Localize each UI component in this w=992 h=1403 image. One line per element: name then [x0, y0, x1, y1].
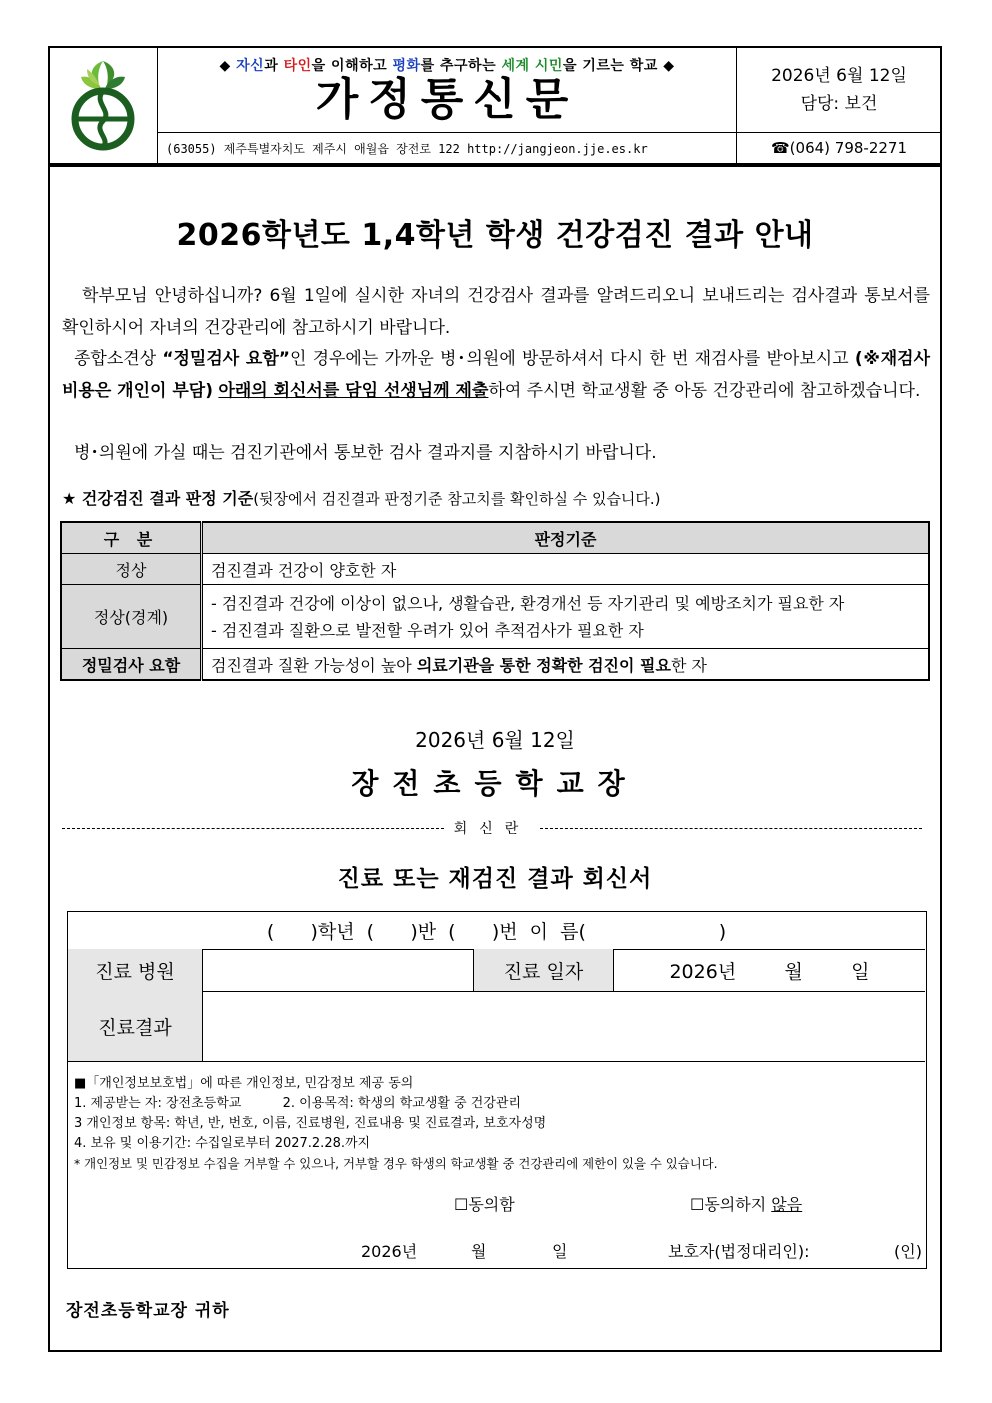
motto-word: 세계 시민 — [501, 57, 563, 74]
consent-heading: ■「개인정보보호법」에 따른 개인정보, 민감정보 제공 동의 — [74, 1076, 414, 1091]
student-info-field[interactable]: ( )학년 ( )반 ( )번 이 름( ) — [266, 921, 727, 943]
notice-title: 2026학년도 1,4학년 학생 건강검진 결과 안내 — [176, 218, 814, 253]
hospital-label: 진료 병원 — [68, 949, 203, 991]
submit-instruction: 아래의 회신서를 담임 선생님께 제출 — [218, 380, 489, 401]
reply-form-title: 진료 또는 재검진 결과 회신서 — [337, 866, 653, 892]
motto-text: 을 기르는 학교 — [562, 57, 658, 74]
motto-text: 과 — [264, 57, 284, 74]
motto-text: 를 추구하는 — [420, 57, 502, 74]
motto-word: 타인 — [283, 57, 312, 74]
disagree-label-underlined: 않음 — [771, 1195, 803, 1214]
paragraph-2-text: 하여 주시면 학교생활 중 아동 건강관리에 참고하겠습니다. — [488, 380, 921, 401]
criteria-label: 정밀검사 요함 — [61, 649, 202, 681]
sign-day: 일 — [552, 1242, 568, 1261]
seal-mark[interactable]: (인) — [894, 1242, 922, 1261]
sign-year: 2026년 — [361, 1242, 418, 1261]
motto-word: 평화 — [392, 57, 421, 74]
cost-note: (※재검사 비용은 개인이 부담) — [62, 349, 931, 401]
exam-date-label: 진료 일자 — [474, 949, 614, 991]
student-info-row — [68, 912, 925, 950]
hospital-date-row — [68, 949, 925, 992]
result-row — [68, 991, 925, 1062]
sign-month: 월 — [471, 1242, 487, 1261]
criteria-text-part: 검진결과 질환 가능성이 높아 — [211, 655, 417, 675]
criteria-text-line: - 검진결과 건강에 이상이 없으나, 생활습관, 환경개선 등 자기관리 및 예방조치가 필요한 자 — [211, 593, 845, 613]
issue-date: 2026년 6월 12일 — [415, 728, 575, 752]
criteria-heading — [62, 486, 661, 509]
criteria-header-category: 구 분 — [61, 522, 202, 554]
consent-line: 4. 보유 및 이용기간: 수집일로부터 2027.2.28.까지 — [74, 1136, 371, 1151]
criteria-text-line: - 검진결과 질환으로 발전할 우려가 있어 추적검사가 필요한 자 — [211, 620, 644, 640]
paragraph-1: 학부모님 안녕하십니까? 6월 1일에 실시한 자녀의 건강검사 결과를 알려드리오니 보내드리는 검사결과 통보서를 확인하시어 자녀의 건강관리에 참고하시기 바랍니다. — [62, 286, 930, 338]
exam-date-input[interactable]: 2026년 월 일 — [669, 960, 870, 983]
agree-checkbox[interactable]: ☐동의함 — [454, 1195, 515, 1214]
criteria-text-emphasis: 의료기관을 통한 정확한 검진이 필요 — [416, 655, 671, 675]
criteria-label: 정상(경계) — [61, 585, 202, 649]
school-address: (63055) 제주특별자치도 제주시 애월읍 장전로 122 http://jangjeon.jje.es.kr — [158, 133, 737, 164]
consent-line: 1. 제공받는 자: 장전초등학교 2. 이용목적: 학생의 학교생활 중 건강관리 — [74, 1096, 522, 1111]
consent-line: * 개인정보 및 민감정보 수집을 거부할 수 있으나, 거부할 경우 학생의 학교생활 중 건강관리에 제한이 있을 수 있습니다. — [74, 1156, 718, 1171]
school-logo-icon — [63, 55, 143, 151]
criteria-table — [60, 521, 930, 681]
paragraph-2-text: 인 경우에는 가까운 병･의원에 방문하셔서 다시 한 번 재검사를 받아보시고 — [289, 349, 855, 369]
disagree-label: ☐동의하지 — [690, 1195, 772, 1214]
table-row — [61, 649, 929, 681]
consent-line: 3 개인정보 항목: 학년, 반, 번호, 이름, 진료병원, 진료내용 및 진료결과, 보호자성명 — [74, 1116, 547, 1131]
dashed-line — [62, 828, 444, 829]
principal-name: 장전초등학교장 — [351, 767, 639, 800]
reply-form — [67, 911, 927, 1269]
cut-label: 회신란 — [453, 821, 531, 837]
school-motto — [158, 55, 736, 75]
date-department-cell — [737, 47, 942, 133]
star-icon: ★ — [62, 489, 82, 508]
table-row — [61, 585, 929, 649]
diamond-icon: ◆ — [657, 57, 675, 74]
paragraph-3: 병･의원에 가실 때는 검진기관에서 통보한 검사 결과지를 지참하시기 바랍니다. — [74, 443, 657, 463]
result-label: 진료결과 — [68, 991, 203, 1061]
criteria-text — [202, 649, 930, 681]
document-title: 가정통신문 — [315, 73, 579, 125]
criteria-text: 검진결과 건강이 양호한 자 — [202, 554, 930, 585]
header-department: 담당: 보건 — [800, 93, 878, 114]
criteria-label: 정상 — [61, 554, 202, 585]
letterhead — [48, 46, 942, 164]
criteria-heading-bold: 건강검진 결과 판정 기준 — [81, 489, 254, 508]
paragraph-2 — [62, 344, 930, 407]
dashed-line — [540, 828, 922, 829]
criteria-text — [202, 585, 930, 649]
header-divider — [48, 164, 942, 167]
motto-word: 자신 — [236, 57, 265, 74]
criteria-text-part: 한 자 — [670, 655, 707, 675]
hospital-input[interactable] — [203, 949, 474, 991]
cut-line — [62, 818, 922, 838]
diamond-icon: ◆ — [219, 57, 237, 74]
paragraph-2-text: 종합소견상 — [74, 349, 163, 369]
criteria-heading-note: (뒷장에서 검진결과 판정기준 참고치를 확인하실 수 있습니다.) — [253, 490, 661, 508]
header-date: 2026년 6월 12일 — [771, 65, 907, 86]
criteria-header-standard: 판정기준 — [202, 522, 930, 554]
guardian-label: 보호자(법정대리인): — [668, 1242, 810, 1261]
disagree-checkbox[interactable] — [690, 1192, 802, 1215]
table-row — [61, 554, 929, 585]
title-cell — [158, 47, 737, 133]
precision-exam-emphasis: “정밀검사 요함” — [162, 349, 290, 369]
school-phone: ☎(064) 798-2271 — [737, 133, 942, 164]
motto-text: 을 이해하고 — [311, 57, 393, 74]
school-logo-cell — [49, 47, 158, 164]
result-input[interactable] — [203, 991, 925, 1061]
recipient-line: 장전초등학교장 귀하 — [66, 1301, 230, 1321]
